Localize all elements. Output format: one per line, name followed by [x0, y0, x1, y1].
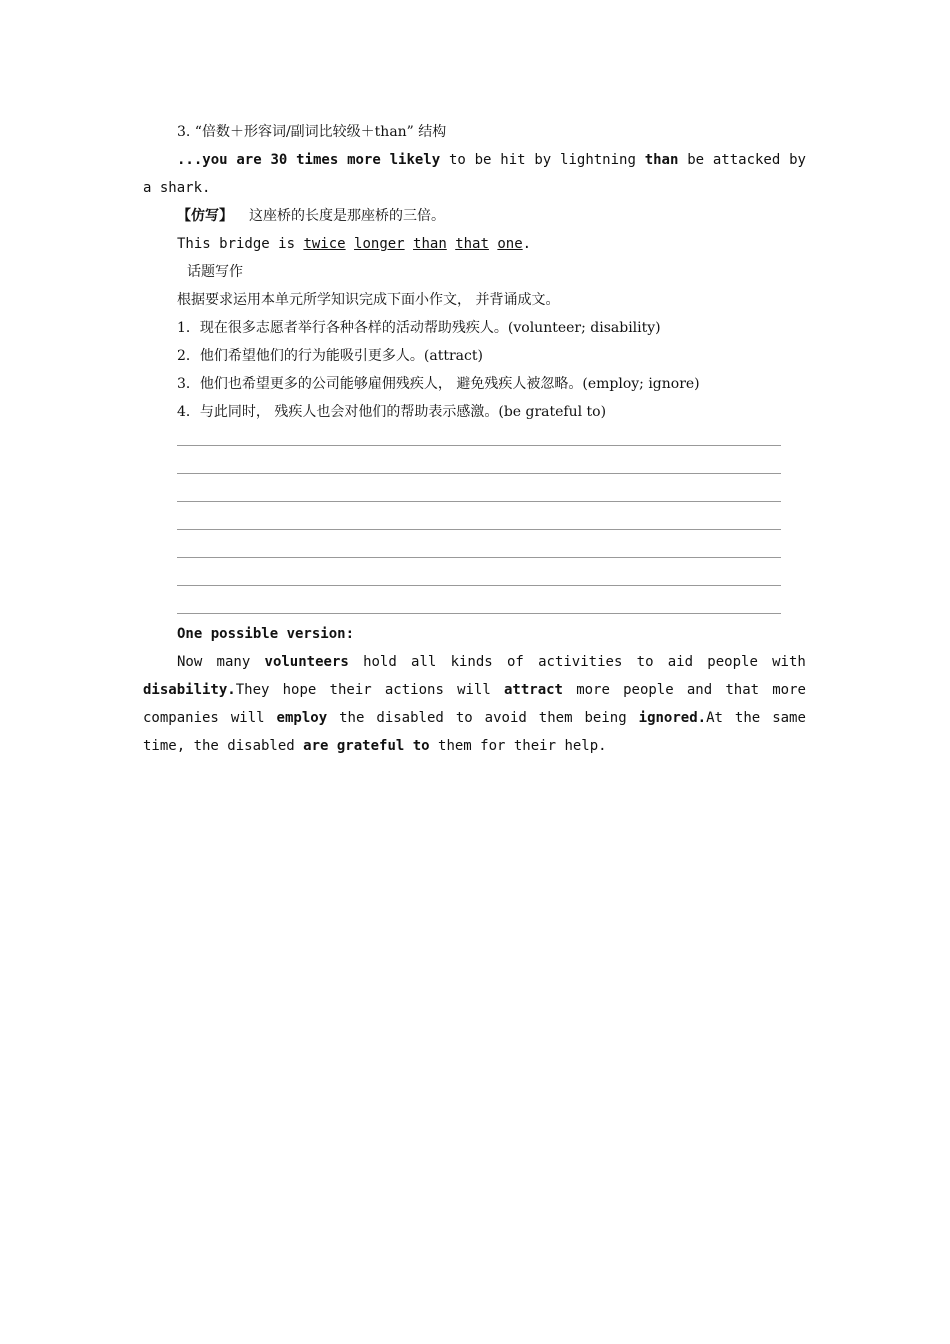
version-word: disabled: [376, 710, 444, 726]
example-word: than: [644, 152, 679, 168]
version-line4: [143, 736, 607, 756]
topic-instruction: 根据要求运用本单元所学知识完成下面小作文， 并背诵成文。: [177, 292, 560, 308]
example-word: be: [474, 152, 492, 168]
version-word: volunteers: [264, 654, 349, 670]
answer-word: longer: [354, 236, 405, 252]
topic-item: 2．他们希望他们的行为能吸引更多人。(attract): [177, 348, 483, 364]
version-text: them for their help.: [429, 738, 607, 754]
example-word: 30: [270, 152, 288, 168]
blank-writing-line[interactable]: [177, 529, 781, 530]
version-word: disability.They: [143, 682, 270, 698]
example-sentence-line1: [177, 150, 806, 170]
version-word: the: [339, 710, 365, 726]
version-word: companies: [143, 710, 219, 726]
version-word: hope: [282, 682, 317, 698]
version-word: more: [772, 682, 806, 698]
imitation-prompt: 这座桥的长度是那座桥的三倍。: [249, 208, 445, 224]
answer-word: that: [455, 236, 489, 252]
version-word: their: [329, 682, 372, 698]
version-word: with: [772, 654, 806, 670]
answer-prefix: This bridge is: [177, 236, 304, 252]
version-word: will: [457, 682, 491, 698]
example-word: times: [296, 152, 339, 168]
version-word: will: [230, 710, 265, 726]
example-word: more: [347, 152, 381, 168]
version-word: Now: [177, 654, 203, 670]
blank-writing-line[interactable]: [177, 585, 781, 586]
imitation-answer: [177, 234, 531, 254]
example-word: ...you: [177, 152, 228, 168]
answer-end: .: [522, 236, 532, 252]
topic-item: 1．现在很多志愿者举行各种各样的活动帮助残疾人。(volunteer; disability): [177, 320, 661, 336]
topic-title: 话题写作: [187, 264, 243, 280]
version-word: activities: [538, 654, 623, 670]
answer-word: than: [413, 236, 447, 252]
version-text-bold: are grateful to: [303, 738, 430, 754]
example-word: by: [534, 152, 552, 168]
version-word: and: [686, 682, 713, 698]
version-word: all: [411, 654, 437, 670]
version-word: same: [772, 710, 806, 726]
version-word: people: [707, 654, 758, 670]
example-word: attacked: [712, 152, 781, 168]
version-word: them: [538, 710, 573, 726]
version-word: aid: [667, 654, 694, 670]
version-word: people: [623, 682, 674, 698]
section-heading: 3. “倍数＋形容词/副词比较级＋than” 结构: [177, 124, 447, 140]
example-word: hit: [500, 152, 526, 168]
version-word: being: [584, 710, 627, 726]
version-word: to: [636, 654, 654, 670]
imitation-row: [177, 206, 445, 226]
version-word: more: [576, 682, 610, 698]
example-word: are: [236, 152, 262, 168]
answer-word: twice: [303, 236, 346, 252]
version-line1: [177, 652, 806, 672]
example-word: be: [687, 152, 705, 168]
example-word: to: [448, 152, 466, 168]
blank-writing-line[interactable]: [177, 445, 781, 446]
example-word: by: [789, 152, 806, 168]
version-word: ignored.At: [638, 710, 723, 726]
topic-item: 3．他们也希望更多的公司能够雇佣残疾人， 避免残疾人被忽略。(employ; ignore): [177, 376, 700, 392]
version-word: employ: [276, 710, 328, 726]
version-word: that: [725, 682, 760, 698]
example-word: lightning: [560, 152, 636, 168]
version-word: many: [216, 654, 251, 670]
version-text: time, the disabled: [143, 738, 304, 754]
imitation-label: 【仿写】: [177, 208, 233, 224]
version-word: the: [734, 710, 761, 726]
example-word: likely: [389, 152, 441, 168]
blank-writing-line[interactable]: [177, 473, 781, 474]
version-word: actions: [384, 682, 444, 698]
blank-writing-line[interactable]: [177, 501, 781, 502]
topic-item: 4．与此同时， 残疾人也会对他们的帮助表示感激。(be grateful to): [177, 404, 607, 420]
blank-writing-line[interactable]: [177, 557, 781, 558]
example-sentence-line2: a shark.: [143, 180, 211, 196]
version-word: to: [455, 710, 473, 726]
version-word: of: [506, 654, 524, 670]
version-word: hold: [363, 654, 397, 670]
answer-word: one: [497, 236, 523, 252]
blank-writing-line[interactable]: [177, 613, 781, 614]
version-label: One possible version:: [177, 626, 355, 642]
version-word: kinds: [450, 654, 493, 670]
version-line3: [143, 708, 806, 728]
version-word: attract: [503, 682, 563, 698]
version-line2: [143, 680, 806, 700]
version-word: avoid: [484, 710, 527, 726]
